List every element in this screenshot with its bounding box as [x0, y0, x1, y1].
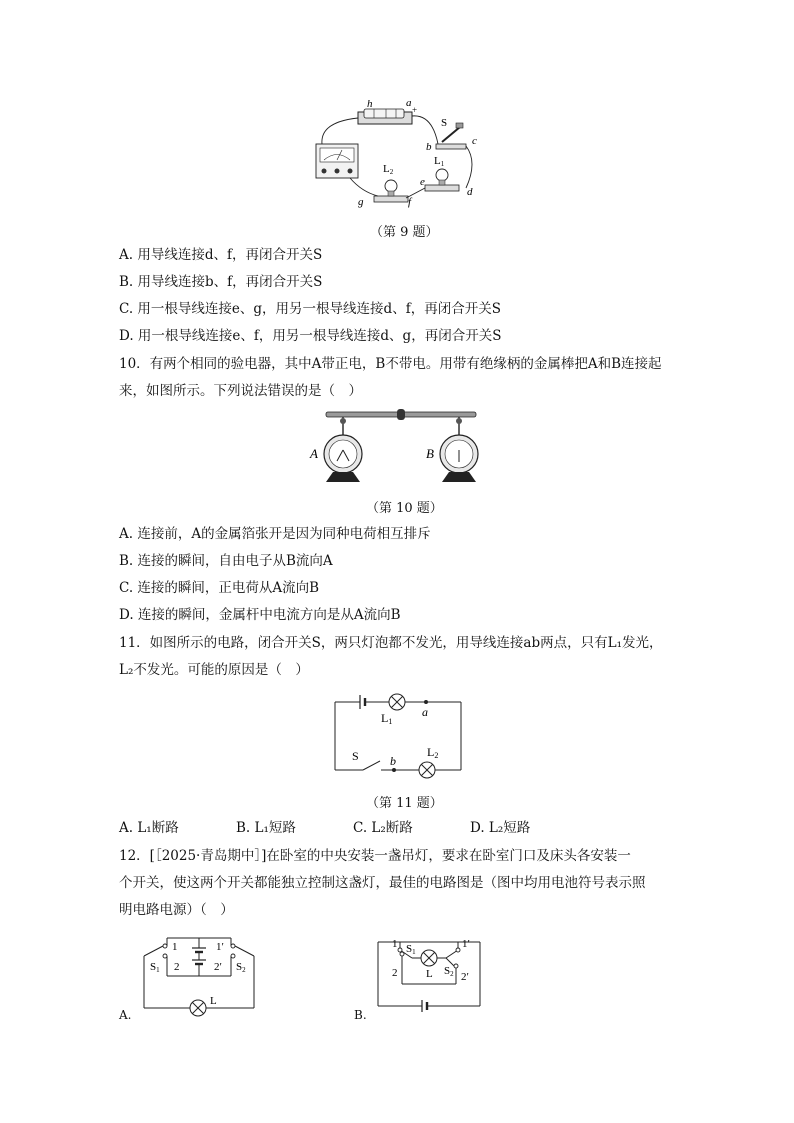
q12-stem-line1: 12．[［2025·青岛期中］]在卧室的中央安装一盏吊灯，要求在卧室门口及床头各安装一 [119, 848, 631, 864]
lamp-l2-symbol [419, 762, 435, 778]
label-2-prime: 2′ [214, 961, 222, 973]
q11-option-d: D. L₂短路 [470, 820, 531, 836]
label-h: h [367, 98, 373, 110]
label-S: S [441, 117, 448, 129]
label-B: B [426, 446, 434, 461]
q9-caption: （第 9 题） [370, 225, 439, 240]
q9-option-a: A. 用导线连接d、f，再闭合开关S [119, 247, 323, 263]
electroscope-b [440, 417, 478, 482]
q12-option-a-label: A. [119, 1008, 132, 1022]
q10-electroscope-figure [306, 408, 496, 490]
q10-option-d: D. 连接的瞬间，金属杆中电流方向是从A流向B [119, 607, 401, 623]
label-L1: L1 [434, 155, 445, 168]
electroscope-a [324, 417, 362, 482]
label-1: 1 [172, 941, 178, 953]
label-g: g [358, 196, 364, 208]
q11-option-b: B. L₁短路 [236, 820, 296, 836]
label-b: b [426, 141, 432, 153]
q12-stem-line2: 个开关，使这两个开关都能独立控制这盏灯，最佳的电路图是（图中均用电池符号表示照 [119, 875, 646, 891]
metal-rod [326, 409, 476, 420]
label-L2: L2 [427, 745, 439, 760]
q12-stem-line3: 明电路电源）（ ） [119, 902, 234, 918]
lamp-l2 [374, 180, 408, 202]
label-a: a [406, 97, 412, 109]
label-a: a [422, 705, 428, 719]
ammeter [316, 144, 358, 178]
q9-option-d: D. 用一根导线连接e、f，用另一根导线连接d、g，再闭合开关S [119, 328, 502, 344]
lamp-l1-symbol [389, 694, 405, 710]
label-e: e [420, 176, 425, 188]
q12-option-b-label: B. [354, 1008, 367, 1022]
lamp-symbol [421, 950, 437, 966]
label-A: A [310, 446, 318, 461]
label-f: f [408, 196, 412, 208]
label-2: 2 [392, 967, 398, 979]
label-S: S [352, 749, 359, 763]
q11-option-a: A. L₁断路 [119, 820, 179, 836]
lamp-symbol [190, 1000, 206, 1016]
q9-option-c: C. 用一根导线连接e、g，用另一根导线连接d、f，再闭合开关S [119, 301, 501, 317]
q10-stem-line1: 10．有两个相同的验电器，其中A带正电，B不带电。用带有绝缘柄的金属棒把A和B连接起 [119, 356, 662, 372]
label-2-prime: 2′ [461, 971, 469, 983]
label-S2: S2 [236, 961, 246, 974]
q11-caption: （第 11 题） [366, 796, 443, 811]
label-c: c [472, 135, 477, 147]
label-plus: + [412, 105, 418, 115]
lamp-l1 [425, 169, 459, 191]
label-S1: S1 [406, 943, 416, 956]
q11-circuit-figure [326, 688, 466, 780]
label-L2: L2 [383, 163, 394, 176]
label-2: 2 [174, 961, 180, 973]
q9-circuit-figure [300, 92, 500, 214]
q12-figure-a [136, 928, 266, 1020]
q10-option-b: B. 连接的瞬间，自由电子从B流向A [119, 553, 333, 569]
label-b: b [390, 754, 396, 768]
node-a [424, 700, 428, 704]
label-1-prime: 1′ [216, 941, 224, 953]
label-1: 1 [392, 938, 398, 950]
q10-caption: （第 10 题） [366, 501, 443, 516]
label-1-prime: 1′ [462, 938, 470, 950]
label-S2: S2 [444, 965, 454, 978]
label-d: d [467, 186, 473, 198]
q9-option-b: B. 用导线连接b、f，再闭合开关S [119, 274, 323, 290]
q10-option-c: C. 连接的瞬间，正电荷从A流向B [119, 580, 320, 596]
q11-stem-line1: 11．如图所示的电路，闭合开关S，两只灯泡都不发光，用导线连接ab两点，只有L₁发光， [119, 635, 663, 651]
q10-stem-line2: 来，如图所示。下列说法错误的是（ ） [119, 383, 362, 399]
q11-stem-line2: L₂不发光。可能的原因是（ ） [119, 662, 309, 678]
q12-figure-b [370, 928, 488, 1020]
label-L1: L1 [381, 711, 393, 726]
q10-option-a: A. 连接前，A的金属箔张开是因为同种电荷相互排斥 [119, 526, 431, 542]
label-L: L [210, 995, 217, 1007]
label-L: L [426, 968, 433, 980]
node-b [392, 768, 396, 772]
q11-option-c: C. L₂断路 [353, 820, 413, 836]
label-S1: S1 [150, 961, 160, 974]
battery-holder [358, 109, 412, 124]
